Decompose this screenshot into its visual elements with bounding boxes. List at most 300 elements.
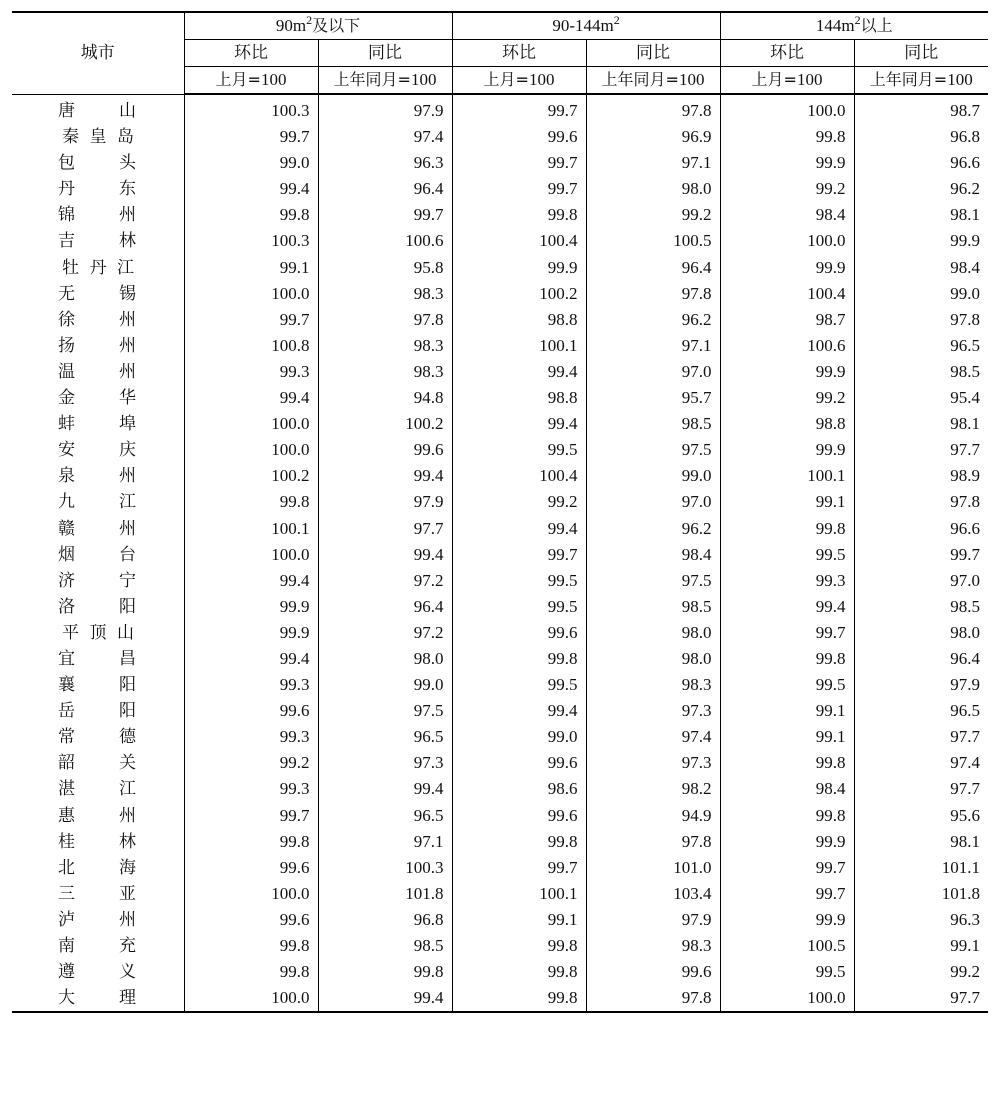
city-name: 北 海 [58, 857, 136, 878]
index-value-cell: 95.8 [318, 255, 452, 281]
index-value-cell: 100.0 [184, 437, 318, 463]
index-value-cell: 96.2 [586, 516, 720, 542]
index-value-cell: 99.7 [452, 150, 586, 176]
index-value-cell: 99.3 [184, 724, 318, 750]
index-value-cell: 98.5 [318, 933, 452, 959]
table-row [12, 202, 988, 228]
city-name: 丹 东 [58, 179, 136, 200]
index-value-cell: 94.9 [586, 803, 720, 829]
index-value-cell: 98.5 [854, 594, 988, 620]
index-value-cell: 98.4 [586, 542, 720, 568]
index-value-cell: 96.4 [854, 646, 988, 672]
city-name: 安 庆 [58, 440, 136, 461]
index-value-cell: 99.9 [720, 359, 854, 385]
city-name: 洛 阳 [58, 596, 136, 617]
index-value-cell: 100.1 [184, 516, 318, 542]
city-name-cell [12, 907, 184, 933]
city-name-cell [12, 542, 184, 568]
city-name-cell [12, 959, 184, 985]
city-name-cell [12, 281, 184, 307]
index-value-cell: 99.8 [452, 646, 586, 672]
index-value-cell: 95.7 [586, 385, 720, 411]
index-value-cell: 97.3 [318, 750, 452, 776]
index-value-cell: 96.3 [318, 150, 452, 176]
index-value-cell: 97.8 [854, 489, 988, 515]
index-value-cell: 99.1 [184, 255, 318, 281]
index-value-cell: 98.8 [720, 411, 854, 437]
index-value-cell: 100.0 [184, 281, 318, 307]
index-value-cell: 99.5 [720, 672, 854, 698]
index-value-cell: 99.2 [452, 489, 586, 515]
index-value-cell: 97.9 [854, 672, 988, 698]
base-header-same-month-last-year: 上年同月=100 [586, 67, 720, 95]
city-name-cell [12, 933, 184, 959]
city-name: 蚌 埠 [58, 414, 136, 435]
index-value-cell: 100.0 [184, 542, 318, 568]
index-value-cell: 99.0 [318, 672, 452, 698]
index-value-cell: 99.7 [184, 124, 318, 150]
city-name: 唐 山 [58, 100, 136, 121]
index-value-cell: 98.6 [452, 776, 586, 802]
table-row [12, 933, 988, 959]
index-value-cell: 99.3 [184, 672, 318, 698]
city-name: 宜 昌 [58, 648, 136, 669]
index-value-cell: 98.0 [854, 620, 988, 646]
table-row [12, 228, 988, 254]
index-value-cell: 97.8 [586, 94, 720, 124]
index-value-cell: 99.8 [184, 933, 318, 959]
city-name-cell [12, 672, 184, 698]
city-name-cell [12, 985, 184, 1012]
city-name-cell [12, 881, 184, 907]
index-value-cell: 98.0 [586, 620, 720, 646]
index-value-cell: 99.4 [184, 176, 318, 202]
index-value-cell: 96.6 [854, 150, 988, 176]
index-value-cell: 98.3 [586, 933, 720, 959]
city-name-cell [12, 620, 184, 646]
table-row [12, 333, 988, 359]
index-value-cell: 99.8 [184, 202, 318, 228]
index-value-cell: 98.1 [854, 202, 988, 228]
index-value-cell: 98.0 [586, 646, 720, 672]
city-name: 烟 台 [58, 544, 136, 565]
index-value-cell: 96.2 [586, 307, 720, 333]
city-name-cell [12, 829, 184, 855]
city-column-header: 城市 [12, 12, 184, 94]
table-row [12, 698, 988, 724]
index-value-cell: 97.8 [586, 829, 720, 855]
index-value-cell: 98.7 [854, 94, 988, 124]
city-name: 赣 州 [58, 518, 136, 539]
table-row [12, 724, 988, 750]
index-value-cell: 96.8 [854, 124, 988, 150]
index-value-cell: 99.9 [452, 255, 586, 281]
city-name: 秦 皇 岛 [62, 127, 134, 148]
index-value-cell: 97.4 [586, 724, 720, 750]
table-row [12, 907, 988, 933]
city-name-cell [12, 463, 184, 489]
index-value-cell: 99.8 [720, 803, 854, 829]
table-row [12, 829, 988, 855]
index-value-cell: 97.3 [586, 698, 720, 724]
index-value-cell: 96.3 [854, 907, 988, 933]
city-name: 惠 州 [58, 805, 136, 826]
index-value-cell: 99.4 [452, 359, 586, 385]
table-row [12, 176, 988, 202]
table-row [12, 803, 988, 829]
index-value-cell: 97.1 [318, 829, 452, 855]
index-value-cell: 96.2 [854, 176, 988, 202]
index-value-cell: 99.4 [184, 646, 318, 672]
index-value-cell: 99.6 [452, 750, 586, 776]
city-name-cell [12, 698, 184, 724]
city-name-cell [12, 594, 184, 620]
index-value-cell: 99.9 [184, 594, 318, 620]
index-value-cell: 100.2 [318, 411, 452, 437]
index-value-cell: 101.0 [586, 855, 720, 881]
index-value-cell: 99.5 [720, 959, 854, 985]
city-name-cell [12, 437, 184, 463]
index-value-cell: 99.3 [720, 568, 854, 594]
index-value-cell: 97.3 [586, 750, 720, 776]
index-value-cell: 100.4 [720, 281, 854, 307]
city-name: 湛 江 [58, 779, 136, 800]
index-value-cell: 99.8 [184, 959, 318, 985]
index-value-cell: 96.4 [318, 176, 452, 202]
index-value-cell: 99.4 [318, 985, 452, 1012]
sub-header-mom: 环比 [452, 40, 586, 67]
group-header-90-and-below: $90m^2$及以下 [184, 12, 452, 40]
index-value-cell: 99.5 [452, 594, 586, 620]
table-row [12, 594, 988, 620]
price-index-table-container [12, 11, 988, 1013]
index-value-cell: 100.6 [318, 228, 452, 254]
index-value-cell: 99.8 [318, 959, 452, 985]
city-name: 金 华 [58, 388, 136, 409]
index-value-cell: 95.4 [854, 385, 988, 411]
index-value-cell: 97.9 [318, 489, 452, 515]
city-name-cell [12, 776, 184, 802]
index-value-cell: 98.7 [720, 307, 854, 333]
base-header-last-month: 上月=100 [184, 67, 318, 95]
index-value-cell: 99.8 [452, 202, 586, 228]
index-value-cell: 100.1 [720, 463, 854, 489]
index-value-cell: 99.9 [854, 228, 988, 254]
index-value-cell: 96.5 [854, 698, 988, 724]
index-value-cell: 99.8 [452, 959, 586, 985]
city-name-cell [12, 385, 184, 411]
base-header-same-month-last-year: 上年同月=100 [318, 67, 452, 95]
index-value-cell: 99.4 [452, 698, 586, 724]
city-name-cell [12, 516, 184, 542]
index-value-cell: 97.7 [854, 724, 988, 750]
index-value-cell: 101.8 [854, 881, 988, 907]
index-value-cell: 99.6 [586, 959, 720, 985]
index-value-cell: 101.1 [854, 855, 988, 881]
index-value-cell: 100.5 [720, 933, 854, 959]
city-name: 襄 阳 [58, 675, 136, 696]
index-value-cell: 99.5 [452, 568, 586, 594]
sub-header-mom: 环比 [720, 40, 854, 67]
city-name-cell [12, 359, 184, 385]
table-row [12, 463, 988, 489]
city-name-cell [12, 333, 184, 359]
city-name: 平 顶 山 [62, 622, 134, 643]
index-value-cell: 97.8 [586, 985, 720, 1012]
index-value-cell: 99.8 [720, 124, 854, 150]
index-value-cell: 100.0 [184, 881, 318, 907]
table-row [12, 307, 988, 333]
index-value-cell: 99.8 [720, 516, 854, 542]
index-value-cell: 99.6 [452, 620, 586, 646]
table-row [12, 542, 988, 568]
index-value-cell: 97.9 [586, 907, 720, 933]
city-name: 南 充 [58, 936, 136, 956]
index-value-cell: 98.3 [318, 333, 452, 359]
index-value-cell: 99.0 [854, 281, 988, 307]
index-value-cell: 99.9 [720, 907, 854, 933]
table-row [12, 255, 988, 281]
index-value-cell: 95.6 [854, 803, 988, 829]
index-value-cell: 99.9 [720, 255, 854, 281]
index-value-cell: 99.4 [452, 411, 586, 437]
city-name: 韶 关 [58, 753, 136, 774]
index-value-cell: 98.5 [586, 594, 720, 620]
table-row [12, 124, 988, 150]
table-row [12, 489, 988, 515]
index-value-cell: 99.0 [184, 150, 318, 176]
city-name: 无 锡 [58, 283, 136, 304]
index-value-cell: 99.7 [452, 94, 586, 124]
table-row [12, 776, 988, 802]
table-row [12, 568, 988, 594]
city-name: 桂 林 [58, 831, 136, 852]
index-value-cell: 98.8 [452, 307, 586, 333]
city-name-cell [12, 150, 184, 176]
table-row [12, 672, 988, 698]
index-value-cell: 100.0 [720, 94, 854, 124]
index-value-cell: 99.7 [184, 307, 318, 333]
city-name: 常 德 [58, 727, 136, 748]
index-value-cell: 96.5 [318, 803, 452, 829]
table-row [12, 150, 988, 176]
index-value-cell: 99.4 [452, 516, 586, 542]
index-value-cell: 99.9 [184, 620, 318, 646]
table-row [12, 620, 988, 646]
index-value-cell: 98.1 [854, 411, 988, 437]
index-value-cell: 97.2 [318, 620, 452, 646]
index-value-cell: 99.7 [720, 620, 854, 646]
city-name: 岳 阳 [58, 701, 136, 722]
index-value-cell: 99.4 [318, 776, 452, 802]
index-value-cell: 99.4 [318, 463, 452, 489]
index-value-cell: 97.8 [586, 281, 720, 307]
index-value-cell: 99.4 [318, 542, 452, 568]
index-value-cell: 98.5 [854, 359, 988, 385]
group-header-144-above: $144m^2$以上 [720, 12, 988, 40]
index-value-cell: 99.6 [452, 124, 586, 150]
index-value-cell: 96.5 [318, 724, 452, 750]
index-value-cell: 99.9 [720, 829, 854, 855]
city-name-cell [12, 94, 184, 124]
index-value-cell: 99.2 [720, 176, 854, 202]
table-row [12, 646, 988, 672]
index-value-cell: 99.7 [720, 881, 854, 907]
city-name: 泸 州 [58, 909, 136, 930]
sub-header-yoy: 同比 [318, 40, 452, 67]
index-value-cell: 99.7 [452, 176, 586, 202]
index-value-cell: 99.2 [586, 202, 720, 228]
city-name: 包 头 [58, 153, 136, 174]
city-name-cell [12, 489, 184, 515]
table-row [12, 881, 988, 907]
table-row [12, 94, 988, 124]
index-value-cell: 100.3 [318, 855, 452, 881]
city-name: 温 州 [58, 361, 136, 382]
table-row [12, 750, 988, 776]
sub-header-mom: 环比 [184, 40, 318, 67]
index-value-cell: 99.5 [452, 437, 586, 463]
index-value-cell: 97.2 [318, 568, 452, 594]
index-value-cell: 99.8 [184, 489, 318, 515]
index-value-cell: 96.6 [854, 516, 988, 542]
index-value-cell: 97.7 [854, 985, 988, 1012]
table-row [12, 359, 988, 385]
index-value-cell: 99.0 [452, 724, 586, 750]
index-value-cell: 100.1 [452, 333, 586, 359]
base-header-last-month: 上月=100 [452, 67, 586, 95]
index-value-cell: 99.9 [720, 150, 854, 176]
city-name-cell [12, 724, 184, 750]
city-name: 大 理 [58, 988, 136, 1009]
index-value-cell: 98.1 [854, 829, 988, 855]
index-value-cell: 98.3 [318, 281, 452, 307]
index-value-cell: 100.3 [184, 228, 318, 254]
index-value-cell: 99.9 [720, 437, 854, 463]
city-name-cell [12, 124, 184, 150]
table-header [12, 12, 988, 94]
index-value-cell: 100.0 [184, 985, 318, 1012]
index-value-cell: 99.7 [452, 855, 586, 881]
index-value-cell: 99.7 [720, 855, 854, 881]
city-name: 吉 林 [58, 231, 136, 252]
index-value-cell: 100.0 [184, 411, 318, 437]
index-value-cell: 99.1 [720, 698, 854, 724]
index-value-cell: 97.7 [854, 776, 988, 802]
table-row [12, 959, 988, 985]
index-value-cell: 99.2 [184, 750, 318, 776]
group-header-row [12, 12, 988, 40]
table-row [12, 411, 988, 437]
index-value-cell: 98.2 [586, 776, 720, 802]
index-value-cell: 97.1 [586, 150, 720, 176]
table-row [12, 985, 988, 1012]
index-value-cell: 99.4 [184, 568, 318, 594]
base-header-last-month: 上月=100 [720, 67, 854, 95]
index-value-cell: 98.5 [586, 411, 720, 437]
table-row [12, 516, 988, 542]
index-value-cell: 99.7 [452, 542, 586, 568]
index-value-cell: 99.8 [452, 985, 586, 1012]
city-name: 扬 州 [58, 335, 136, 356]
index-value-cell: 98.4 [720, 202, 854, 228]
index-value-cell: 97.5 [318, 698, 452, 724]
index-value-cell: 98.9 [854, 463, 988, 489]
index-value-cell: 98.3 [318, 359, 452, 385]
index-value-cell: 99.6 [184, 698, 318, 724]
index-value-cell: 100.4 [452, 228, 586, 254]
base-header-same-month-last-year: 上年同月=100 [854, 67, 988, 95]
city-name: 徐 州 [58, 309, 136, 330]
city-name-cell [12, 855, 184, 881]
city-name: 泉 州 [58, 466, 136, 487]
index-value-cell: 99.5 [720, 542, 854, 568]
index-value-cell: 99.8 [184, 829, 318, 855]
table-row [12, 437, 988, 463]
index-value-cell: 99.4 [184, 385, 318, 411]
index-value-cell: 99.8 [720, 750, 854, 776]
index-value-cell: 97.9 [318, 94, 452, 124]
index-value-cell: 99.3 [184, 776, 318, 802]
index-value-cell: 97.1 [586, 333, 720, 359]
index-value-cell: 103.4 [586, 881, 720, 907]
city-name: 三 亚 [58, 883, 136, 904]
index-value-cell: 94.8 [318, 385, 452, 411]
city-name: 九 江 [58, 492, 136, 513]
group-header-90-144: $90-144m^2$ [452, 12, 720, 40]
index-value-cell: 99.7 [184, 803, 318, 829]
index-value-cell: 98.0 [318, 646, 452, 672]
index-value-cell: 99.8 [452, 829, 586, 855]
sub-header-yoy: 同比 [854, 40, 988, 67]
index-value-cell: 100.4 [452, 463, 586, 489]
index-value-cell: 99.4 [720, 594, 854, 620]
table-row [12, 281, 988, 307]
index-value-cell: 98.0 [586, 176, 720, 202]
city-name-cell [12, 568, 184, 594]
index-value-cell: 96.9 [586, 124, 720, 150]
index-value-cell: 97.8 [318, 307, 452, 333]
index-value-cell: 98.4 [720, 776, 854, 802]
index-value-cell: 98.4 [854, 255, 988, 281]
index-value-cell: 99.6 [184, 855, 318, 881]
sub-header-yoy: 同比 [586, 40, 720, 67]
table-row [12, 385, 988, 411]
index-value-cell: 100.3 [184, 94, 318, 124]
index-value-cell: 96.4 [586, 255, 720, 281]
city-name-cell [12, 255, 184, 281]
city-name-cell [12, 228, 184, 254]
index-value-cell: 99.1 [452, 907, 586, 933]
index-value-cell: 100.1 [452, 881, 586, 907]
index-value-cell: 96.4 [318, 594, 452, 620]
index-value-cell: 99.8 [452, 933, 586, 959]
city-name-cell [12, 646, 184, 672]
city-name: 锦 州 [58, 205, 136, 226]
index-value-cell: 99.3 [184, 359, 318, 385]
index-value-cell: 100.2 [184, 463, 318, 489]
index-value-cell: 99.1 [720, 724, 854, 750]
city-name: 牡 丹 江 [62, 257, 134, 278]
price-index-table [12, 11, 988, 1013]
index-value-cell: 100.6 [720, 333, 854, 359]
index-value-cell: 97.7 [854, 437, 988, 463]
city-name-cell [12, 750, 184, 776]
index-value-cell: 97.0 [586, 359, 720, 385]
index-value-cell: 98.8 [452, 385, 586, 411]
index-value-cell: 97.4 [854, 750, 988, 776]
index-value-cell: 97.0 [586, 489, 720, 515]
